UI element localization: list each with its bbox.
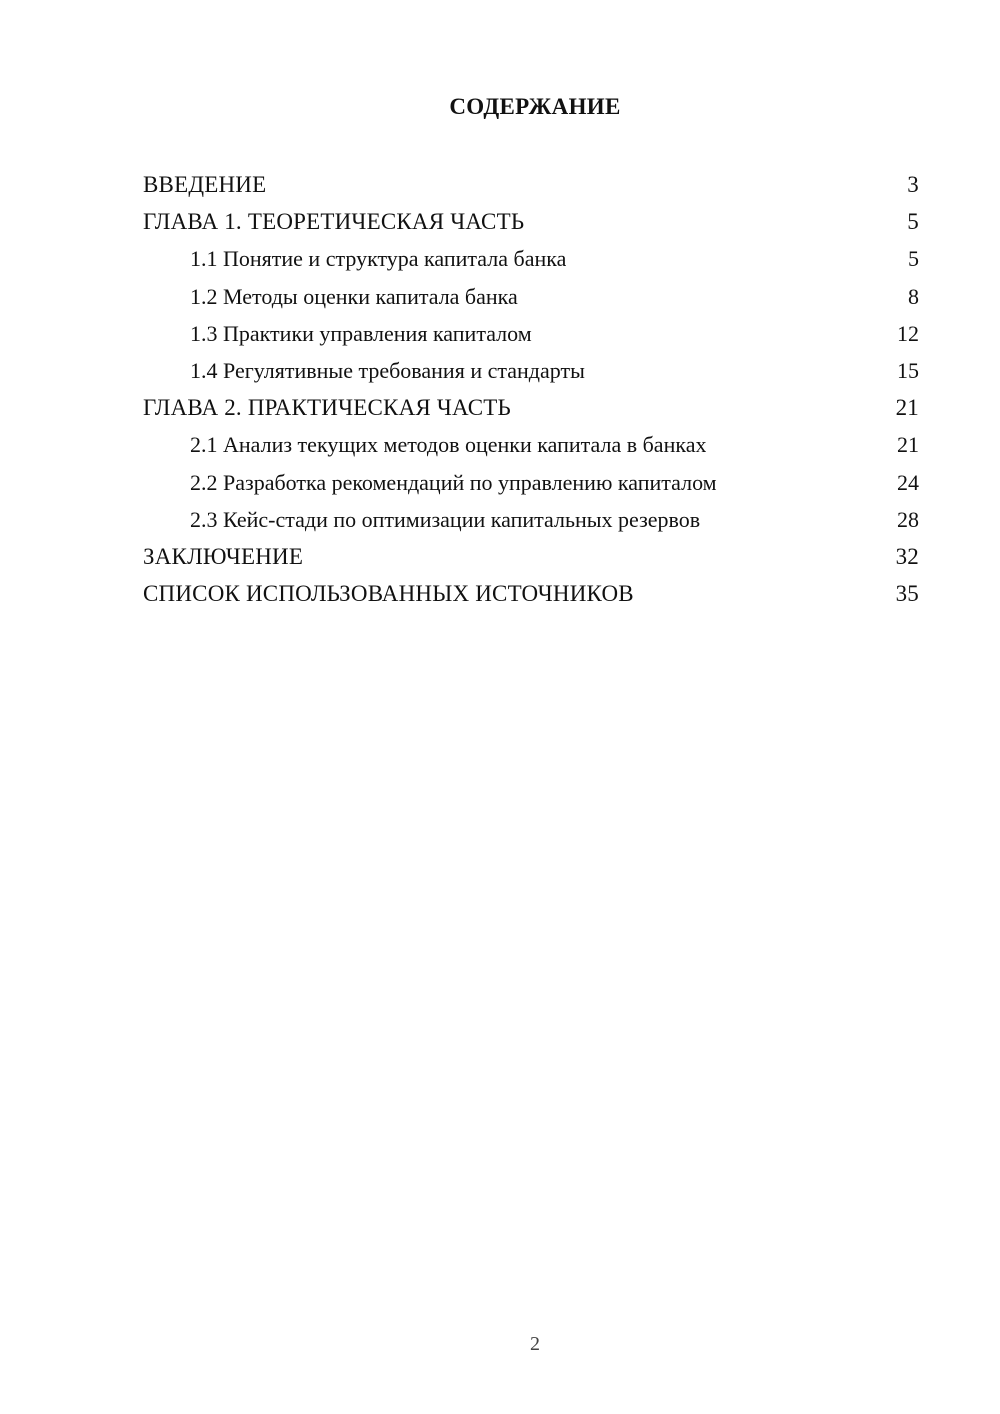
toc-entry-label: 1.2 Методы оценки капитала банка [190, 283, 518, 309]
toc-entry-section-2-3 [143, 501, 919, 538]
toc-entry-page: 15 [897, 357, 919, 383]
toc-entry-introduction [143, 166, 919, 203]
toc-entry-conclusion [143, 538, 919, 575]
toc-entry-label: 2.1 Анализ текущих методов оценки капитала в банках [190, 432, 707, 458]
toc-entry-label: СПИСОК ИСПОЛЬЗОВАННЫХ ИСТОЧНИКОВ [143, 581, 634, 607]
toc-entry-page: 28 [897, 506, 919, 532]
table-of-contents [143, 166, 919, 612]
toc-entry-page: 21 [895, 395, 919, 421]
toc-entry-label: 2.3 Кейс-стади по оптимизации капитальных резервов [190, 506, 701, 532]
toc-entry-label: 1.4 Регулятивные требования и стандарты [190, 357, 585, 383]
toc-entry-section-1-1 [143, 240, 919, 277]
toc-entry-section-1-2 [143, 278, 919, 315]
toc-entry-section-2-1 [143, 426, 919, 463]
toc-entry-page: 3 [907, 172, 919, 197]
toc-entry-label: ГЛАВА 1. ТЕОРЕТИЧЕСКАЯ ЧАСТЬ [143, 209, 525, 235]
toc-entry-page: 5 [907, 209, 919, 235]
toc-entry-label: ЗАКЛЮЧЕНИЕ [143, 543, 304, 569]
toc-entry-page: 8 [908, 283, 919, 309]
toc-entry-section-2-2 [143, 464, 919, 501]
toc-entry-label: 1.1 Понятие и структура капитала банка [190, 246, 567, 272]
toc-entry-page: 35 [895, 581, 919, 607]
toc-entry-page: 21 [897, 432, 919, 458]
toc-title: СОДЕРЖАНИЕ [449, 94, 621, 119]
page-number: 2 [530, 1333, 540, 1355]
toc-entry-section-1-3 [143, 315, 919, 352]
toc-entry-references [143, 575, 919, 612]
toc-entry-page: 12 [897, 320, 919, 346]
toc-entry-section-1-4 [143, 352, 919, 389]
toc-entry-chapter-2 [143, 389, 919, 426]
toc-entry-page: 32 [895, 543, 919, 569]
toc-entry-page: 5 [908, 246, 919, 272]
toc-entry-chapter-1 [143, 203, 919, 240]
toc-entry-label: ВВЕДЕНИЕ [143, 172, 267, 197]
toc-entry-page: 24 [897, 469, 919, 495]
toc-entry-label: ГЛАВА 2. ПРАКТИЧЕСКАЯ ЧАСТЬ [143, 395, 511, 421]
toc-entry-label: 1.3 Практики управления капиталом [190, 320, 532, 346]
toc-entry-label: 2.2 Разработка рекомендаций по управлению капиталом [190, 469, 717, 495]
